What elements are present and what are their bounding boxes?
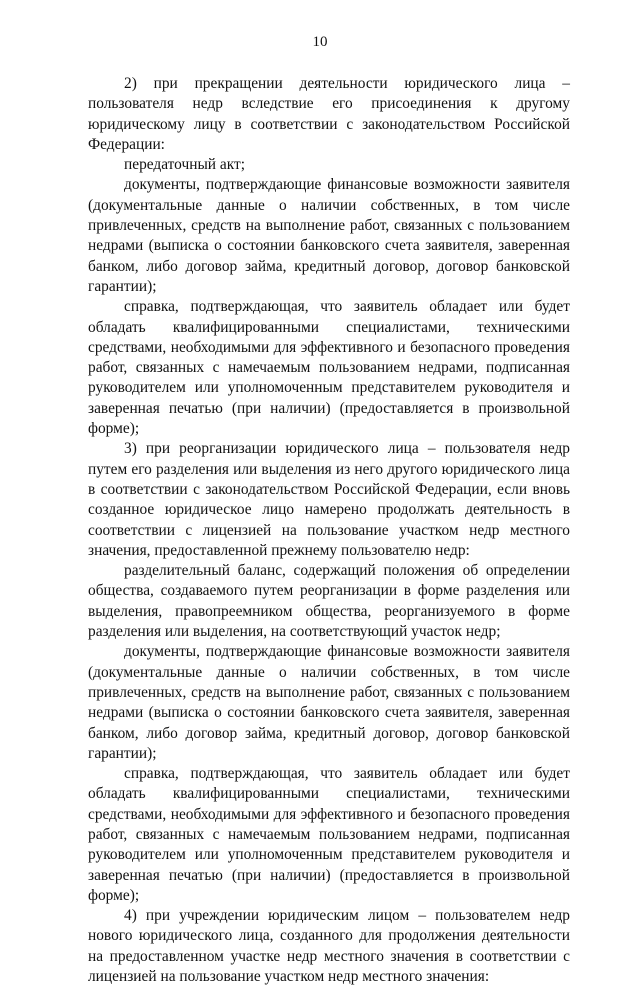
paragraph-item-3-reorganization: 3) при реорганизации юридического лица – пользователя недр путем его разделения или выделения из него другого юридического лица в соответствии с законодательством Российской Федерации, если вновь созданное юридическое лицо намерено продолжать деятельность в соответствии с лицензией на пользование участком недр местного значения, предоставленной прежнему пользователю недр: [88, 440, 570, 559]
paragraph-financial-documents-2: документы, подтверждающие финансовые возможности заявителя (документальные данные о наличии собственных, в том числе привлеченных, средств на выполнение работ, связанных с пользованием недрами (выписка о состоянии банковского счета заявителя, заверенная банком, либо договор займа, кредитный договор, договор банковской гарантии); [88, 643, 570, 762]
paragraph-specialists-certificate-2: справка, подтверждающая, что заявитель обладает или будет обладать квалифицированными специалистами, техническими средствами, необходимыми для эффективного и безопасного проведения работ, связанных с намечаемым пользованием недрами, подписанная руководителем или уполномоченным представителем руководителя и заверенная печатью (при наличии) (предоставляется в произвольной форме); [88, 765, 570, 904]
paragraph-separation-balance: разделительный баланс, содержащий положения об определении общества, создаваемого путем реорганизации в форме разделения или выделения, правопреемником общества, реорганизуемого в форме разделения или выделения, на соответствующий участок недр; [88, 562, 570, 641]
paragraph-specialists-certificate: справка, подтверждающая, что заявитель обладает или будет обладать квалифицированными специалистами, техническими средствами, необходимыми для эффективного и безопасного проведения работ, связанных с намечаемым пользованием недрами, подписанная руководителем или уполномоченным представителем руководителя и заверенная печатью (при наличии) (предоставляется в произвольной форме); [88, 298, 570, 438]
paragraph-item-4-establishment: 4) при учреждении юридическим лицом – пользователем недр нового юридического лица, созданного для продолжения деятельности на предоставленном участке недр местного значения в соответствии с лицензией на пользование участком недр местного значения: [88, 907, 570, 986]
paragraph-item-2-merger: 2) при прекращении деятельности юридического лица – пользователя недр вследствие его присоединения к другому юридическому лицу в соответствии с законодательством Российской Федерации: [88, 75, 570, 153]
paragraph-transfer-act: передаточный акт; [124, 156, 245, 174]
paragraph-financial-documents: документы, подтверждающие финансовые возможности заявителя (документальные данные о наличии собственных, в том числе привлеченных, средств на выполнение работ, связанных с пользованием недрами (выписка о состоянии банковского счета заявителя, заверенная банком, либо договор займа, кредитный договор, договор банковской гарантии); [88, 176, 570, 295]
document-body [88, 74, 570, 987]
page-number: 10 [312, 34, 328, 50]
